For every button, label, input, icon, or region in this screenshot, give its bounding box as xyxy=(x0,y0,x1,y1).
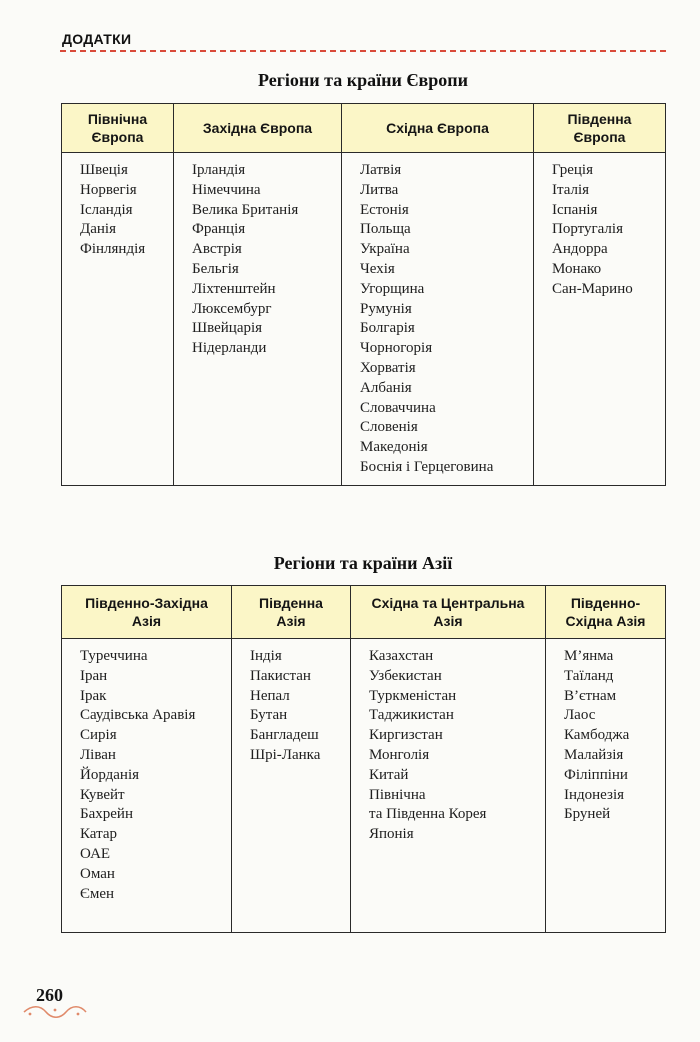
country-item: Монако xyxy=(552,260,602,277)
table-header-row xyxy=(62,104,666,153)
country-item: Естонія xyxy=(360,201,409,218)
country-item: Пакистан xyxy=(250,667,311,684)
header-line: Східна Європа xyxy=(386,120,489,136)
country-item: Македонія xyxy=(360,439,428,456)
country-item: Сирія xyxy=(80,727,117,744)
header-line: Південна xyxy=(567,111,632,127)
country-list-eastern-europe xyxy=(342,153,534,486)
table-body-row xyxy=(62,639,666,933)
country-item: Швейцарія xyxy=(192,320,263,337)
section-divider xyxy=(60,50,666,52)
country-item: Китай xyxy=(369,766,409,783)
header-line: Азія xyxy=(276,613,306,629)
country-item: Катар xyxy=(80,826,117,843)
country-item: Іспанія xyxy=(552,201,598,218)
column-header-southern-europe xyxy=(534,104,666,153)
country-item: Ємен xyxy=(80,885,115,902)
country-item: Таїланд xyxy=(564,667,614,684)
header-line: Південно- xyxy=(570,595,641,611)
country-item: Японія xyxy=(369,826,414,843)
country-item: Бутан xyxy=(250,707,288,724)
country-item: Туркменістан xyxy=(369,687,457,704)
table-header-row xyxy=(62,586,666,639)
country-item: Андорра xyxy=(552,241,608,258)
country-list-southern-europe xyxy=(534,153,666,486)
column-header-eastern-europe xyxy=(342,104,534,153)
europe-table-title: Регіони та країни Європи xyxy=(257,70,469,90)
page-ornament-icon xyxy=(22,1004,88,1020)
country-item: Оман xyxy=(80,865,115,882)
header-line: Південно-Західна xyxy=(85,595,208,611)
country-list-south-asia xyxy=(232,639,351,933)
country-item: Ірак xyxy=(80,687,107,704)
country-item: Індія xyxy=(250,648,282,664)
column-header-northern-europe xyxy=(62,104,174,153)
country-item: Північна xyxy=(369,786,426,803)
country-item: ОАЕ xyxy=(80,845,111,862)
country-item: Словаччина xyxy=(360,399,436,416)
country-item: Туреччина xyxy=(80,648,148,664)
asia-table-title: Регіони та країни Азії xyxy=(273,553,453,573)
header-line: Азія xyxy=(131,613,162,629)
country-item: Саудівська Аравія xyxy=(80,707,196,724)
table-body-row xyxy=(62,153,666,486)
page-number: 260 xyxy=(36,985,63,1005)
header-line: Східна та Центральна xyxy=(371,595,525,611)
europe-regions-table xyxy=(61,103,666,486)
country-item: Таджикистан xyxy=(369,707,454,724)
asia-regions-table xyxy=(61,585,666,933)
country-item: Данія xyxy=(80,221,116,238)
country-item: М’янма xyxy=(564,648,614,664)
country-item: Узбекистан xyxy=(369,667,442,684)
country-item: Казахстан xyxy=(369,648,434,664)
country-item: Чорногорія xyxy=(360,340,433,357)
country-item: Бахрейн xyxy=(80,806,133,823)
country-item: Словенія xyxy=(360,419,418,436)
country-item: Албанія xyxy=(360,379,412,396)
country-list-western-europe xyxy=(174,153,342,486)
country-item: Болгарія xyxy=(360,320,415,337)
country-item: Боснія і Герцеговина xyxy=(360,458,494,475)
header-line: Європа xyxy=(573,129,626,145)
country-item: Хорватія xyxy=(360,359,416,376)
header-line: Південна xyxy=(259,595,323,611)
country-item: Ісландія xyxy=(80,201,133,218)
country-item: Італія xyxy=(552,181,590,198)
country-item: Люксембург xyxy=(192,300,272,317)
country-item: Філіппіни xyxy=(564,766,628,783)
country-item: Франція xyxy=(192,221,246,238)
country-item: Ірландія xyxy=(192,162,246,178)
country-item: Норвегія xyxy=(80,181,137,198)
country-item: Україна xyxy=(360,241,410,258)
header-line: Східна Азія xyxy=(565,613,646,629)
column-header-western-europe xyxy=(174,104,342,153)
country-item: Чехія xyxy=(360,260,395,277)
country-list-southeast-asia xyxy=(546,639,666,933)
country-list-east-central-asia xyxy=(351,639,546,933)
country-item: та Південна Корея xyxy=(369,806,487,823)
country-item: Нідерланди xyxy=(192,340,267,357)
country-item: Йорданія xyxy=(80,766,140,783)
column-header-southeast-asia xyxy=(546,586,666,639)
country-item: Індонезія xyxy=(564,786,625,803)
country-item: Бельгія xyxy=(192,260,239,277)
country-item: Малайзія xyxy=(564,746,624,763)
country-item: Кувейт xyxy=(80,786,125,803)
country-item: Німеччина xyxy=(192,181,261,198)
section-label: ДОДАТКИ xyxy=(62,31,132,47)
country-item: Бангладеш xyxy=(250,727,319,744)
country-list-southwest-asia xyxy=(62,639,232,933)
country-item: Велика Британія xyxy=(192,201,299,218)
country-item: Ліван xyxy=(80,746,116,763)
country-item: Бруней xyxy=(564,806,611,823)
country-item: Польща xyxy=(360,221,411,238)
country-item: Ліхтенштейн xyxy=(192,280,276,297)
column-header-south-asia xyxy=(232,586,351,639)
country-item: Іран xyxy=(80,667,108,684)
country-item: Португалія xyxy=(552,221,623,238)
country-item: Монголія xyxy=(369,746,430,763)
country-item: Австрія xyxy=(192,241,242,258)
header-line: Азія xyxy=(433,613,463,629)
country-item: Греція xyxy=(552,162,593,178)
country-item: Латвія xyxy=(360,162,402,178)
header-line: Європа xyxy=(91,129,144,145)
country-item: Непал xyxy=(250,687,290,704)
country-list-northern-europe xyxy=(62,153,174,486)
country-item: Сан-Марино xyxy=(552,280,633,297)
country-item: В’єтнам xyxy=(564,687,617,704)
country-item: Фінляндія xyxy=(80,241,146,258)
country-item: Швеція xyxy=(80,162,128,178)
country-item: Камбоджа xyxy=(564,727,630,744)
country-item: Лаос xyxy=(564,707,596,724)
country-item: Шрі-Ланка xyxy=(250,746,321,763)
column-header-east-central-asia xyxy=(351,586,546,639)
country-item: Румунія xyxy=(360,300,412,317)
header-line: Північна xyxy=(87,111,148,127)
country-item: Литва xyxy=(360,181,399,198)
column-header-southwest-asia xyxy=(62,586,232,639)
country-item: Угорщина xyxy=(360,280,425,297)
header-line: Західна Європа xyxy=(202,120,313,136)
country-item: Киргизстан xyxy=(369,727,443,744)
